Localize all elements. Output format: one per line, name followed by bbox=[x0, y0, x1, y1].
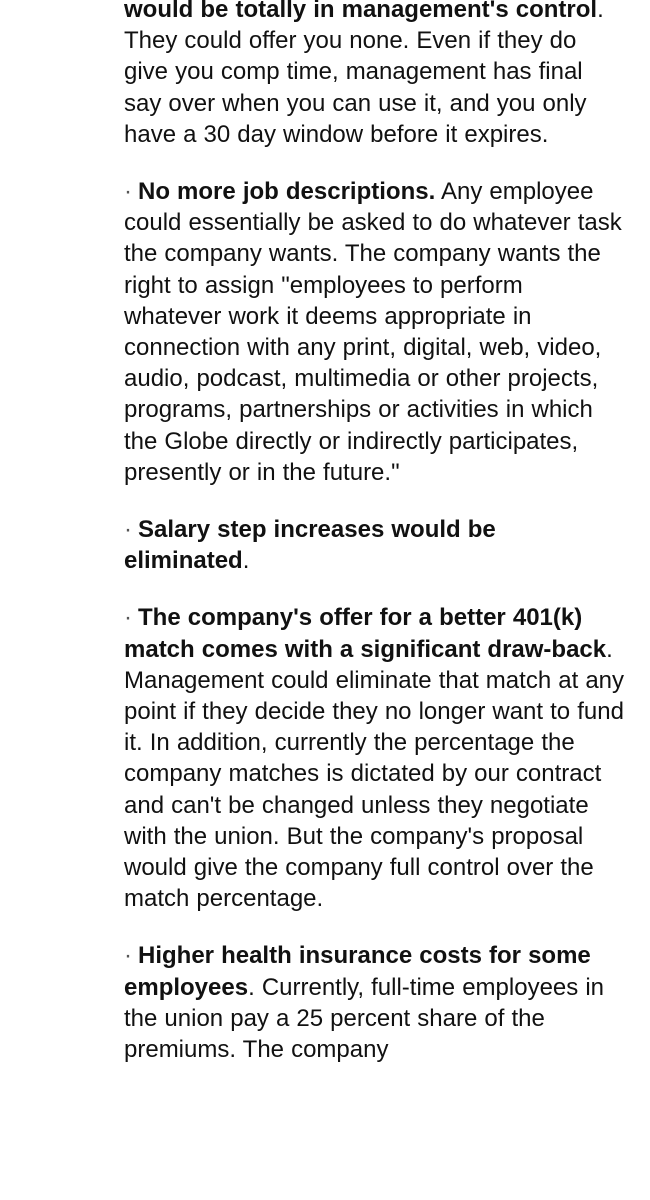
paragraph-text: Any employee could essentially be asked to do whatever task the company wants. The company wants the right to assign "employees to perform whatever work it deems appropriate in connection with any print, digital, web, video, audio, podcast, multimedia or other projects, programs, partnerships or activities in which the Globe directly or indirectly participates, presently or in the future." bbox=[124, 178, 622, 486]
paragraph-health-insurance bbox=[124, 940, 624, 1065]
paragraph-bold-lead: Salary step increases would be eliminated bbox=[124, 516, 496, 575]
paragraph-401k-match bbox=[124, 602, 624, 914]
paragraph-bold-lead: would be totally in management's control bbox=[124, 0, 598, 23]
paragraph-bold-lead: Higher health insurance costs for some employees bbox=[124, 942, 591, 1001]
paragraph-text: . bbox=[242, 547, 250, 575]
paragraph-bold-lead: The company's offer for a better 401(k) match comes with a significant draw-back bbox=[124, 604, 607, 663]
paragraph-comp-time bbox=[124, 0, 624, 150]
paragraph-text: . Management could eliminate that match at any point if they decide they no longer want to fund it. In addition, currently the percentage the company matches is dictated by our contract and can't be changed unless they negotiate with the union. But the company's proposal would give the company full control over the match percentage. bbox=[124, 635, 625, 913]
paragraph-bold-lead: No more job descriptions. bbox=[138, 178, 436, 206]
paragraph-text: . Currently, full-time employees in the union pay a 25 percent share of the premiums. The company bbox=[124, 973, 605, 1064]
paragraph-text: . They could offer you none. Even if they do give you comp time, management has final say over when you can use it, and you only have a 30 day window before it expires. bbox=[124, 0, 604, 148]
bullet-marker: · bbox=[124, 178, 132, 206]
bullet-marker: · bbox=[124, 516, 132, 544]
article-body bbox=[124, 0, 624, 1065]
paragraph-job-descriptions bbox=[124, 176, 624, 488]
paragraph-salary-step bbox=[124, 514, 624, 576]
bullet-marker: · bbox=[124, 942, 132, 970]
bullet-marker: · bbox=[124, 604, 132, 632]
